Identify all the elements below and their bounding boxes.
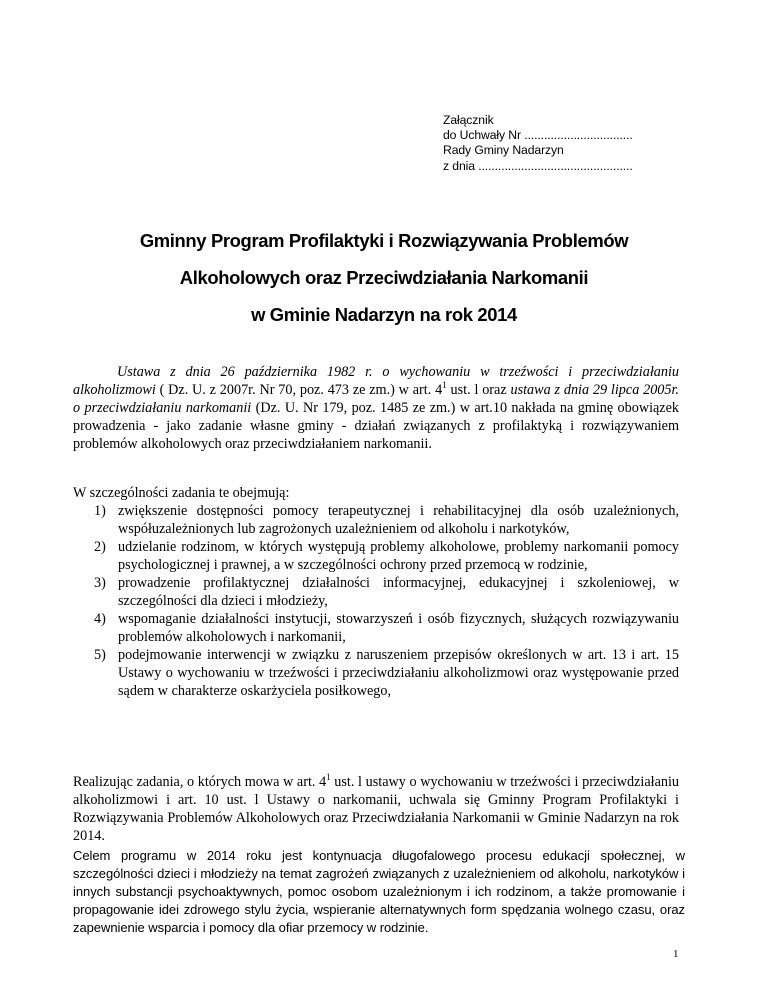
list-item	[73, 646, 679, 700]
annex-label: Załącznik	[443, 113, 494, 127]
list-item-text: prowadzenie profilaktycznej działalności informacyjnej, edukacyjnej i szkoleniowej, w szczególności dla dzieci i młodzieży,	[118, 575, 679, 609]
list-item-number: 1)	[94, 503, 106, 519]
list-item-text: podejmowanie interwencji w związku z naruszeniem przepisów określonych w art. 13 i art. 15 Ustawy o wychowaniu w trzeźwości i przeciwdziałaniu alkoholizmowi oraz występowanie przed sądem w charakterze oskarżyciela posiłkowego,	[118, 647, 679, 699]
title-line-3: w Gminie Nadarzyn na rok 2014	[251, 304, 517, 325]
title-line-1: Gminny Program Profilaktyki i Rozwiązywania Problemów	[139, 230, 629, 251]
legal-basis-rest: (Dz. U. Nr 179, poz. 1485 ze zm.) w art.10 nakłada na gminę obowiązek prowadzenia - jako zadanie własne gminy - działań związanych z profilaktyką i rozwiązywaniem problemów alkoholowych oraz przeciwdziałaniem narkomanii.	[73, 400, 679, 452]
resolution-text-end: ust. l ustawy o wychowaniu w trzeźwości i przeciwdziałaniu alkoholizmowi i art. 10 ust. l Ustawy o narkomanii, uchwala się Gminny Program Profilaktyki i Rozwiązywania Problemów Alkoholowych oraz Przeciwdziałania Narkomanii w Gminie Nadarzyn na rok 2014.	[73, 774, 679, 844]
act-1-title: Ustawa z dnia 26 października 1982 r. o wychowaniu w trzeźwości i przeciwdziałaniu alkoholizmowi	[73, 364, 679, 398]
resolution-paragraph	[73, 773, 679, 845]
act-1-reference-cont: ust. l oraz	[446, 382, 511, 398]
list-item-number: 5)	[94, 647, 106, 663]
list-item-text: zwiększenie dostępności pomocy terapeutycznej i rehabilitacyjnej dla osób uzależnionych, współuzależnionych lub zagrożonych uzależnieniem od alkoholu i narkotyków,	[118, 503, 679, 537]
list-item	[73, 538, 679, 574]
page-number: 1	[673, 948, 679, 960]
list-item	[73, 610, 679, 646]
council-name: Rady Gminy Nadarzyn	[443, 143, 564, 158]
tasks-intro: W szczególności zadania te obejmują:	[73, 485, 290, 501]
list-item	[73, 502, 679, 538]
resolution-text-start: Realizując zadania, o których mowa w art. 4	[73, 774, 327, 790]
list-item	[73, 574, 679, 610]
resolution-number: do Uchwały Nr .................................	[443, 128, 633, 143]
act-1-reference: ( Dz. U. z 2007r. Nr 70, poz. 473 ze zm.) w art. 4	[155, 382, 443, 398]
program-goal-paragraph: Celem programu w 2014 roku jest kontynuacja długofalowego procesu edukacji społecznej, w szczególności dzieci i młodzieży na temat zagrożeń związanych z uzależnieniem od alkoholu, narkotyków i innych substancji psychoaktywnych, pomoc osobom uzależnionym i ich rodzinom, a także promowanie i propagowanie idei zdrowego stylu życia, wspieranie alternatywnych form spędzania wolnego czasu, oraz zapewnienie wsparcia i pomocy dla ofiar przemocy w rodzinie.	[73, 848, 685, 936]
act-2-title: ustawa z dnia 29 lipca 2005r. o przeciwdziałaniu narkomanii	[73, 382, 679, 416]
superscript-1: 1	[442, 380, 447, 390]
tasks-list	[73, 502, 679, 700]
list-item-number: 4)	[94, 611, 106, 627]
list-item-text: udzielanie rodzinom, w których występują problemy alkoholowe, problemy narkomanii pomocy psychologicznej i prawnej, a w szczególności ochrony przed przemocą w rodzinie,	[118, 539, 679, 573]
list-item-text: wspomaganie działalności instytucji, stowarzyszeń i osób fizycznych, służących rozwiązywaniu problemów alkoholowych i narkomanii,	[118, 611, 679, 645]
resolution-date: z dnia ...............................................	[443, 158, 633, 173]
legal-basis-paragraph	[73, 363, 679, 453]
list-item-number: 3)	[94, 575, 106, 591]
list-item-number: 2)	[94, 539, 106, 555]
tasks-section	[73, 484, 679, 700]
annex-header	[443, 113, 743, 174]
superscript-1: 1	[326, 772, 331, 782]
document-title	[60, 222, 708, 333]
title-line-2: Alkoholowych oraz Przeciwdziałania Narkomanii	[179, 267, 589, 288]
